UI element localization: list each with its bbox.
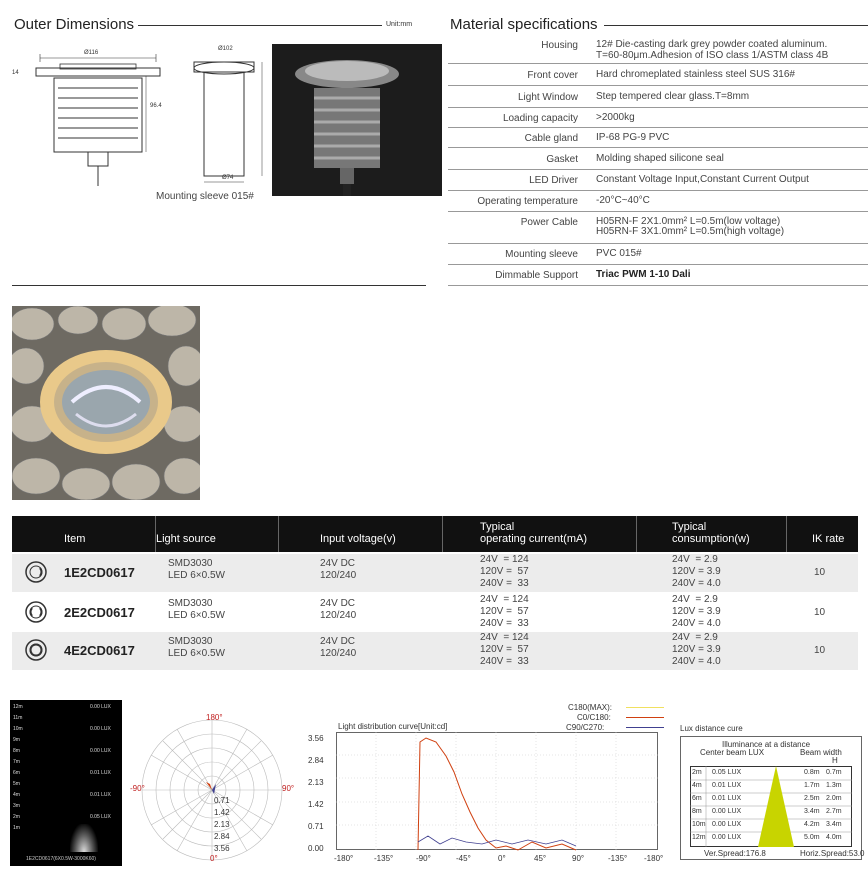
lux-cure-lux: 0.01 LUX — [712, 795, 742, 802]
divider — [12, 285, 426, 286]
lux-cure-heading: Center beam LUX — [700, 748, 765, 757]
lux-cure-width-h: 1.3m — [826, 782, 842, 789]
y-tick-label: 0.71 — [308, 822, 324, 831]
divider — [138, 25, 382, 26]
double-beam-icon — [24, 600, 48, 624]
lux-dark-value: 0.00 LUX — [90, 726, 111, 732]
lux-cure-lux: 0.00 LUX — [712, 821, 742, 828]
x-tick-label: 90° — [572, 854, 585, 863]
x-tick-label: 45° — [534, 854, 547, 863]
x-tick-label: -45° — [456, 854, 471, 863]
legend-label: C180(MAX): — [568, 703, 613, 712]
sleeve-bottom-label: Ø74 — [222, 175, 234, 181]
lux-cure-distance: 4m — [692, 782, 702, 789]
dim-top-label: Ø116 — [84, 50, 99, 56]
lux-dark-distance: 11m — [13, 715, 23, 721]
lux-cure-distance: 8m — [692, 808, 702, 815]
x-tick-label: 0° — [498, 854, 506, 863]
sleeve-label: Mounting sleeve 015# — [156, 191, 254, 202]
spec-row-temperature: Operating temperature -20°C~40°C — [448, 191, 868, 212]
lux-cure-width-v: 5.0m — [804, 834, 820, 841]
y-tick-label: 2.84 — [308, 756, 324, 765]
x-tick-label: -90° — [416, 854, 431, 863]
lux-cure-width-h: 4.0m — [826, 834, 842, 841]
lux-dark-distance: 12m — [13, 704, 23, 710]
table-row: 2E2CD0617 SMD3030 LED 6×0.5W 24V DC 120/240 24V = 124 120V = 57 240V = 33 24V = 2.9 120V = 3.9 240V = 4.0 10 — [12, 594, 858, 632]
lux-dark-value: 0.00 LUX — [90, 704, 111, 710]
legend-swatch — [626, 717, 664, 718]
table-row: 1E2CD0617 SMD3030 LED 6×0.5W 24V DC 120/240 24V = 124 120V = 57 240V = 33 24V = 2.9 120V = 3.9 240V = 4.0 10 — [12, 554, 858, 592]
lux-cure-distance: 2m — [692, 769, 702, 776]
polar-ring-label: 0.71 — [214, 796, 230, 805]
product-photo — [272, 44, 442, 196]
lux-cure-width-v: 1.7m — [804, 782, 820, 789]
lux-cure-distance: 6m — [692, 795, 702, 802]
spec-row-light-window: Light Window Step tempered clear glass.T=8mm — [448, 86, 868, 108]
spec-row-mounting-sleeve: Mounting sleeve PVC 015# — [448, 244, 868, 265]
divider — [604, 25, 868, 26]
lux-dark-value: 0.00 LUX — [90, 748, 111, 754]
spec-row-power-cable: Power Cable H05RN-F 2X1.0mm² L=0.5m(low voltage) H05RN-F 3X1.0mm² L=0.5m(high voltage) — [448, 212, 868, 244]
lux-dark-distance: 10m — [13, 726, 23, 732]
lux-cure-width-h: 0.7m — [826, 769, 842, 776]
luminaire-drawing — [14, 44, 174, 194]
polar-ring-label: 1.42 — [214, 808, 230, 817]
lux-cure-distance: 10m — [692, 821, 706, 828]
legend-label: C0/C180: — [577, 713, 611, 722]
lux-cure-lux: 0.05 LUX — [712, 769, 742, 776]
legend-label: C90/C270: — [566, 723, 605, 732]
polar-ring-label: 2.84 — [214, 832, 230, 841]
lux-cure-width-v: 2.5m — [804, 795, 820, 802]
curve-title: Light distribution curve[Unit:cd] — [338, 722, 448, 731]
lux-dark-distance: 9m — [13, 737, 20, 743]
spec-row-housing: Housing 12# Die-casting dark grey powder coated aluminum. T=60-80μm.Adhesion of ISO class 1/ASTM class 4B — [448, 36, 868, 64]
lux-cure-width-h: 2.7m — [826, 808, 842, 815]
sleeve-top-label: Ø102 — [218, 46, 233, 52]
x-tick-label: -135° — [374, 854, 394, 863]
installation-photo — [12, 306, 200, 500]
unit-label: Unit:mm — [386, 21, 413, 28]
lux-cure-heading: Illuminance at a distance — [722, 740, 811, 749]
y-tick-label: 3.56 — [308, 734, 324, 743]
lux-dark-distance: 6m — [13, 770, 20, 776]
lux-dark-distance: 3m — [13, 803, 20, 809]
spec-row-front-cover: Front cover Hard chromeplated stainless steel SUS 316# — [448, 64, 868, 86]
lux-cure-width-h: 3.4m — [826, 821, 842, 828]
lux-cure-width-v: 0.8m — [804, 769, 820, 776]
polar-chart — [130, 710, 306, 866]
vert-spread-label: Ver.Spread:176.8 — [704, 849, 766, 858]
polar-right-label: 90° — [282, 784, 295, 793]
outer-dimensions-title: Outer Dimensions — [14, 16, 135, 33]
table-row: 4E2CD0617 SMD3030 LED 6×0.5W 24V DC 120/240 24V = 124 120V = 57 240V = 33 24V = 2.9 120V = 3.9 240V = 4.0 10 — [12, 632, 858, 670]
lux-cure-lux: 0.01 LUX — [712, 782, 742, 789]
y-tick-label: 2.13 — [308, 778, 324, 787]
spec-row-cable-gland: Cable gland IP-68 PG-9 PVC — [448, 128, 868, 148]
polar-ring-label: 2.13 — [214, 820, 230, 829]
lux-cure-heading: H — [832, 756, 838, 765]
lux-cure-heading: Beam width — [800, 748, 842, 757]
lux-cure-width-h: 2.0m — [826, 795, 842, 802]
polar-top-label: 180° — [206, 713, 223, 722]
lux-cure-lux: 0.00 LUX — [712, 808, 742, 815]
x-tick-label: -180° — [644, 854, 664, 863]
lux-dark-panel — [10, 700, 122, 866]
y-tick-label: 1.42 — [308, 800, 324, 809]
lux-dark-distance: 1m — [13, 825, 20, 831]
lux-dark-distance: 2m — [13, 814, 20, 820]
lux-dark-distance: 8m — [13, 748, 20, 754]
lux-cure-width-v: 3.4m — [804, 808, 820, 815]
legend-swatch — [626, 707, 664, 708]
polar-ring-label: 3.56 — [214, 844, 230, 853]
polar-bottom-label: 0° — [210, 854, 218, 863]
lux-cure-distance: 12m — [692, 834, 706, 841]
lux-dark-value: 0.05 LUX — [90, 814, 111, 820]
horiz-spread-label: Horiz.Spread:53.0 — [800, 849, 865, 858]
quad-beam-icon — [24, 638, 48, 662]
lux-dark-distance: 7m — [13, 759, 20, 765]
spec-row-gasket: Gasket Molding shaped silicone seal — [448, 148, 868, 170]
polar-left-label: -90° — [130, 784, 145, 793]
lux-dark-distance: 4m — [13, 792, 20, 798]
distribution-curve — [336, 732, 658, 852]
legend-swatch — [626, 727, 664, 728]
lux-dark-value: 0.01 LUX — [90, 770, 111, 776]
single-beam-icon — [24, 560, 48, 584]
lux-cure-lux: 0.00 LUX — [712, 834, 742, 841]
sleeve-drawing — [186, 48, 268, 190]
lux-dark-distance: 5m — [13, 781, 20, 787]
lux-dark-footer: 1E2CD0617(6X0.5W-3000K60) — [26, 856, 96, 862]
y-tick-label: 0.00 — [308, 844, 324, 853]
x-tick-label: -135° — [608, 854, 628, 863]
dim-h1-label: 14 — [12, 70, 19, 76]
material-title: Material specifications — [450, 16, 598, 33]
lux-cure-title: Lux distance cure — [680, 724, 743, 733]
lux-dark-value: 0.01 LUX — [90, 792, 111, 798]
spec-row-dimmable: Dimmable Support Triac PWM 1-10 Dali — [448, 265, 868, 286]
spec-row-loading: Loading capacity >2000kg — [448, 108, 868, 128]
x-tick-label: -180° — [334, 854, 354, 863]
spec-row-led-driver: LED Driver Constant Voltage Input,Constant Current Output — [448, 170, 868, 191]
product-table-header: Item Light source Input voltage(v) Typical operating current(mA) Typical consumption(w) IK rate — [12, 516, 858, 552]
lux-cure-width-v: 4.2m — [804, 821, 820, 828]
dim-h2-label: 96.4 — [150, 103, 162, 109]
